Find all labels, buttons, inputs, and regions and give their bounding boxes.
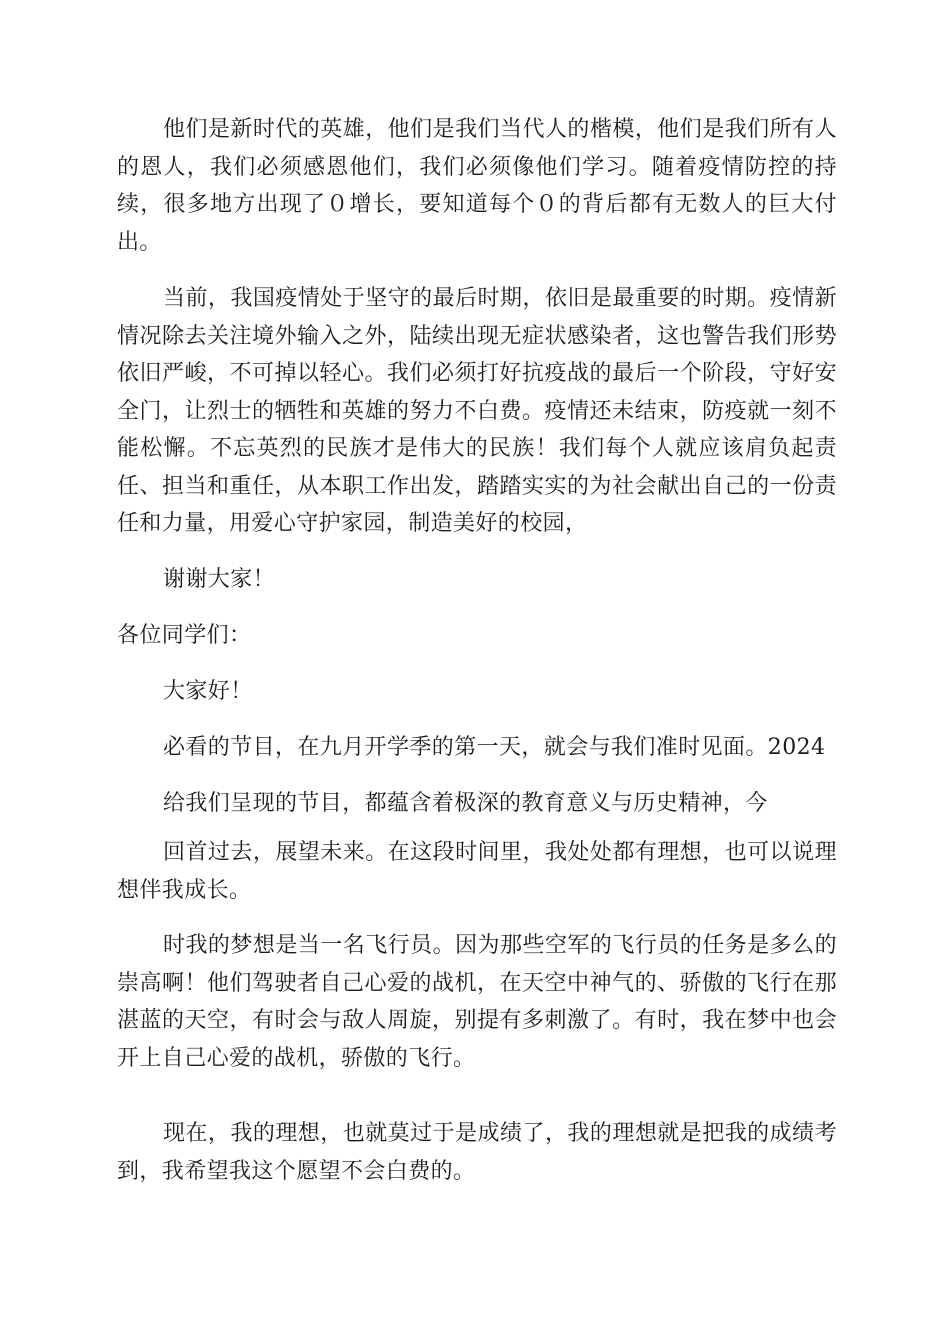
paragraph-program: 必看的节目，在九月开学季的第一天，就会与我们准时见面。2024 <box>163 735 826 760</box>
paragraph-hello: 大家好！ <box>163 679 253 704</box>
paragraph-heroes: 他们是新时代的英雄，他们是我们当代人的楷模，他们是我们所有人的恩人，我们必须感恩他们，我们必须像他们学习。随着疫情防控的持续，很多地方出现了０增长，要知道每个０的背后都有无数人的巨大付出。 <box>117 117 837 255</box>
paragraph-looking-back: 回首过去，展望未来。在这段时间里，我处处都有理想，也可以说理想伴我成长。 <box>117 840 837 903</box>
paragraph-current-ideal: 现在，我的理想，也就莫过于是成绩了，我的理想就是把我的成绩考到，我希望我这个愿望不会白费的。 <box>117 1121 837 1184</box>
paragraph-greeting-students: 各位同学们： <box>117 623 252 648</box>
paragraph-epidemic: 当前，我国疫情处于坚守的最后时期，依旧是最重要的时期。疫情新情况除去关注境外输入之外，陆续出现无症状感染者，这也警告我们形势依旧严峻，不可掉以轻心。我们必须打好抗疫战的最后一个阶段，守好安全门，让烈士的牺牲和英雄的努力不白费。疫情还未结束，防疫就一刻不能松懈。不忘英烈的民族才是伟大的民族！我们每个人就应该肩负起责任、担当和重任，从本职工作出发，踏踏实实的为社会献出自己的一份责任和力量，用爱心守护家园，制造美好的校园， <box>117 286 837 536</box>
paragraph-pilot-dream: 时我的梦想是当一名飞行员。因为那些空军的飞行员的任务是多么的崇高啊！他们驾驶者自己心爱的战机，在天空中神气的、骄傲的飞行在那湛蓝的天空，有时会与敌人周旋，别提有多刺激了。有时，我在梦中也会开上自己心爱的战机，骄傲的飞行。 <box>117 933 837 1071</box>
paragraph-thanks: 谢谢大家！ <box>163 567 276 592</box>
paragraph-program-meaning: 给我们呈现的节目，都蕴含着极深的教育意义与历史精神，今 <box>163 791 768 816</box>
